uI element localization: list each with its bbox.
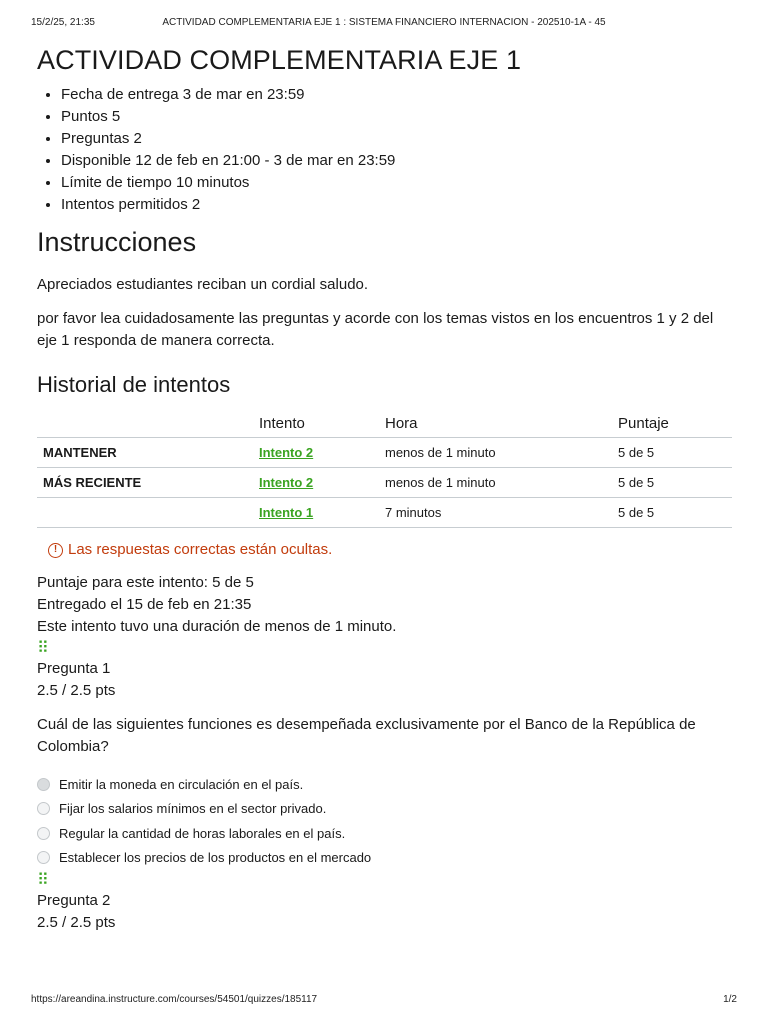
answer-text: Establecer los precios de los productos en el mercado <box>59 850 372 866</box>
quiz-details-list <box>37 84 735 216</box>
col-header-label <box>37 409 253 438</box>
row-score: 5 de 5 <box>612 468 732 498</box>
answer-text: Emitir la moneda en circulación en el país. <box>59 776 304 792</box>
summary-duration: Este intento tuvo una duración de menos de 1 minuto. <box>37 618 397 635</box>
attempts-table <box>37 409 732 528</box>
history-heading: Historial de intentos <box>37 372 231 397</box>
table-row <box>37 468 732 498</box>
instructions-body: por favor lea cuidadosamente las preguntas y acorde con los temas vistos en los encuentros 1 y 2 del eje 1 responda de manera correcta. <box>37 310 714 349</box>
question-text: Cuál de las siguientes funciones es desempeñada exclusivamente por el Banco de la República de Colombia? <box>37 716 696 755</box>
radio-icon[interactable] <box>37 827 50 840</box>
alert-text: Las respuestas correctas están ocultas. <box>68 541 333 558</box>
answer-list <box>37 772 735 870</box>
row-time: 7 minutos <box>379 498 612 528</box>
drag-handle-icon[interactable]: ⠿ <box>37 872 48 889</box>
question-1-header <box>37 658 735 702</box>
detail-points: • Puntos 5 <box>61 106 735 128</box>
radio-icon[interactable] <box>37 851 50 864</box>
print-doc-title: ACTIVIDAD COMPLEMENTARIA EJE 1 : SISTEMA FINANCIERO INTERNACION - 202510-1A - 45 <box>162 17 606 28</box>
table-header-row <box>37 409 732 438</box>
row-label: MÁS RECIENTE <box>37 468 253 498</box>
instructions-heading: Instrucciones <box>37 227 197 257</box>
question-title: Pregunta 2 <box>37 892 111 909</box>
detail-time-limit: • Límite de tiempo 10 minutos <box>61 172 735 194</box>
summary-submitted: Entregado el 15 de feb en 21:35 <box>37 596 252 613</box>
attempt-link[interactable]: Intento 1 <box>259 505 314 520</box>
row-label <box>37 498 253 528</box>
quiz-content <box>37 42 735 934</box>
radio-icon[interactable] <box>37 802 50 815</box>
attempt-summary <box>37 572 735 638</box>
detail-available: • Disponible 12 de feb en 21:00 - 3 de mar en 23:59 <box>61 150 735 172</box>
col-header-time: Hora <box>379 409 612 438</box>
answer-text: Fijar los salarios mínimos en el sector privado. <box>59 801 327 817</box>
answer-text: Regular la cantidad de horas laborales en el país. <box>59 825 346 841</box>
table-row <box>37 438 732 468</box>
answer-option[interactable] <box>37 846 735 871</box>
row-score: 5 de 5 <box>612 498 732 528</box>
question-points: 2.5 / 2.5 pts <box>37 914 116 931</box>
table-row <box>37 498 732 528</box>
radio-selected-icon[interactable] <box>37 778 50 791</box>
attempt-link[interactable]: Intento 2 <box>259 475 314 490</box>
col-header-attempt: Intento <box>253 409 379 438</box>
warning-circle-icon: ! <box>48 543 63 558</box>
row-time: menos de 1 minuto <box>379 438 612 468</box>
print-page-number: 1/2 <box>723 994 737 1005</box>
row-label: MANTENER <box>37 438 253 468</box>
print-url: https://areandina.instructure.com/courses/54501/quizzes/185117 <box>31 994 318 1005</box>
attempt-link[interactable]: Intento 2 <box>259 445 314 460</box>
answer-option[interactable] <box>37 772 735 797</box>
answer-option[interactable] <box>37 821 735 846</box>
hidden-answers-alert <box>48 540 735 560</box>
detail-due-date: • Fecha de entrega 3 de mar en 23:59 <box>61 84 735 106</box>
detail-attempts-allowed: • Intentos permitidos 2 <box>61 194 735 216</box>
summary-score: Puntaje para este intento: 5 de 5 <box>37 574 254 591</box>
answer-option[interactable] <box>37 797 735 822</box>
print-date: 15/2/25, 21:35 <box>31 17 95 28</box>
quiz-title: ACTIVIDAD COMPLEMENTARIA EJE 1 <box>37 45 522 75</box>
drag-handle-icon[interactable]: ⠿ <box>37 640 48 657</box>
col-header-score: Puntaje <box>612 409 732 438</box>
question-2-header <box>37 890 735 934</box>
instructions-greeting: Apreciados estudiantes reciban un cordial saludo. <box>37 276 369 293</box>
question-title: Pregunta 1 <box>37 660 111 677</box>
question-points: 2.5 / 2.5 pts <box>37 682 116 699</box>
detail-questions: • Preguntas 2 <box>61 128 735 150</box>
row-time: menos de 1 minuto <box>379 468 612 498</box>
row-score: 5 de 5 <box>612 438 732 468</box>
